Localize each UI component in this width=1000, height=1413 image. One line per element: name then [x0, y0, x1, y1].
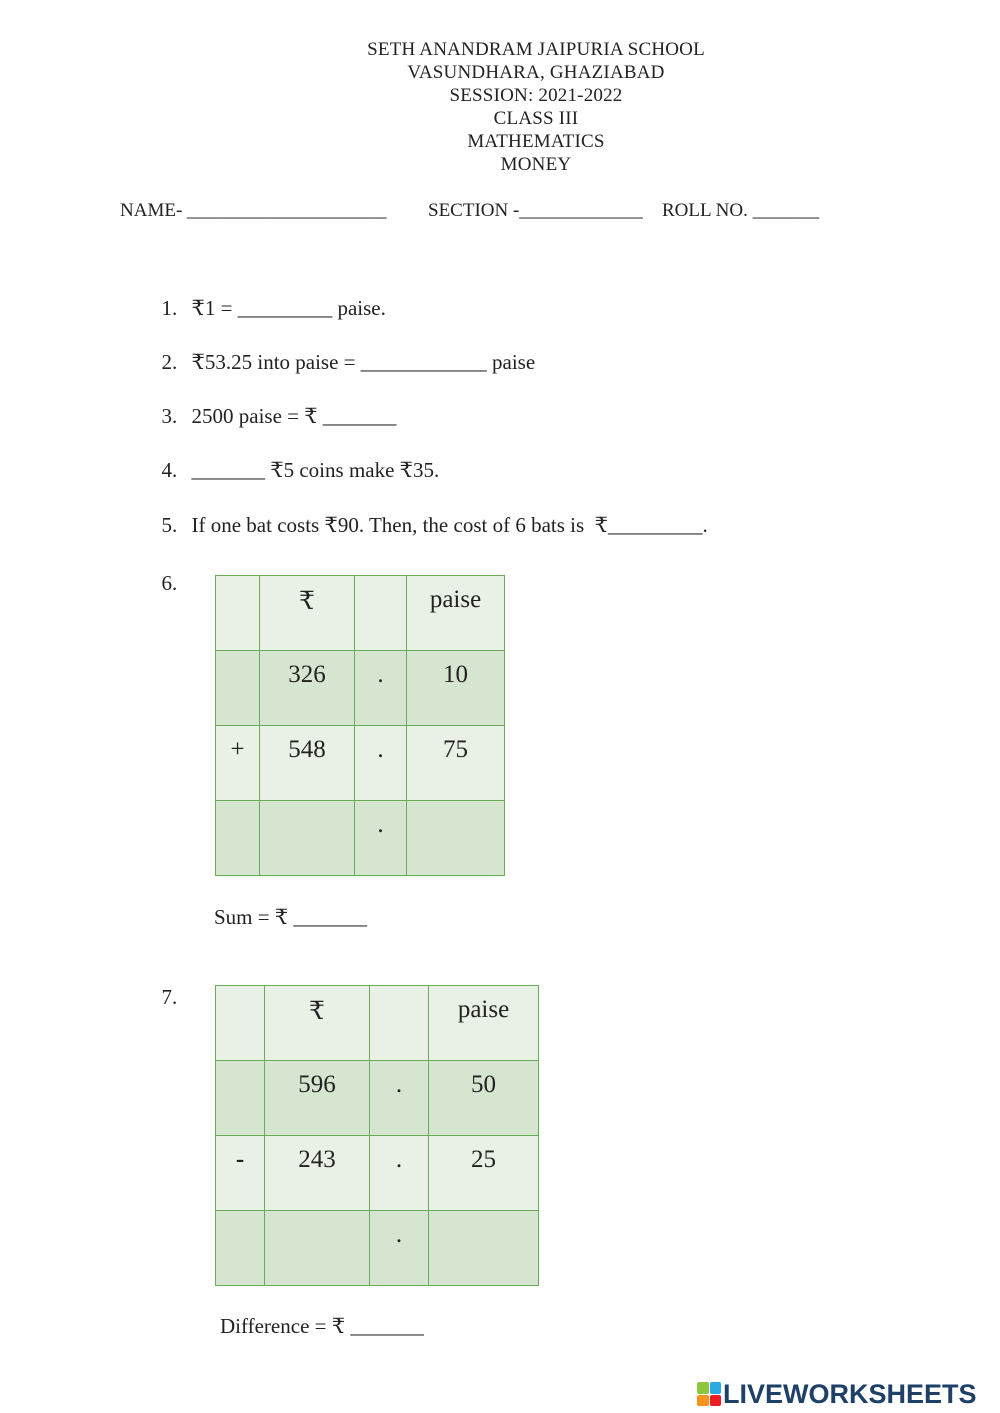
question-number: 6.	[161, 571, 178, 595]
question-number: 7.	[161, 985, 178, 1009]
table-row	[216, 1136, 539, 1211]
table-header-row	[216, 576, 505, 651]
question-5[interactable]	[151, 488, 708, 538]
table-cell: 596	[265, 1061, 370, 1136]
logo-square	[710, 1382, 722, 1394]
question-3[interactable]	[151, 379, 396, 429]
school-location: VASUNDHARA, GHAZIABAD	[407, 62, 665, 83]
question-number: 5.	[161, 513, 178, 537]
question-number: 1.	[161, 296, 178, 320]
sum-answer[interactable]: Sum = ₹ _______	[214, 905, 367, 929]
answer-paise-cell[interactable]	[407, 801, 505, 876]
question-text: 2500 paise = ₹ _______	[191, 404, 397, 428]
liveworksheets-icon	[697, 1382, 721, 1406]
paise-header: paise	[429, 986, 539, 1061]
table-cell	[355, 576, 407, 651]
session: SESSION: 2021-2022	[449, 85, 623, 106]
table-header-row	[216, 986, 539, 1061]
question-number: 3.	[161, 404, 178, 428]
difference-answer[interactable]: Difference = ₹ _______	[220, 1314, 424, 1338]
table-cell	[216, 986, 265, 1061]
table-cell	[216, 801, 260, 876]
decimal-point: .	[355, 726, 407, 801]
topic: MONEY	[500, 154, 572, 175]
decimal-point: .	[370, 1211, 429, 1286]
decimal-point: .	[355, 651, 407, 726]
table-cell: 326	[260, 651, 355, 726]
roll-number-field[interactable]: ROLL NO. _______	[662, 200, 820, 221]
question-text: ₹1 = _________ paise.	[191, 296, 386, 320]
answer-rupee-cell[interactable]	[265, 1211, 370, 1286]
paise-header: paise	[407, 576, 505, 651]
table-cell: 10	[407, 651, 505, 726]
table-cell: 548	[260, 726, 355, 801]
table-cell: 25	[429, 1136, 539, 1211]
section-field[interactable]: SECTION -_____________	[428, 200, 643, 221]
table-cell: 50	[429, 1061, 539, 1136]
rupee-header: ₹	[260, 576, 355, 651]
logo-square	[697, 1395, 709, 1407]
name-field[interactable]: NAME- _____________________	[120, 200, 387, 221]
table-row	[216, 1061, 539, 1136]
table-row	[216, 726, 505, 801]
class-label: CLASS III	[493, 108, 579, 129]
question-text: _______ ₹5 coins make ₹35.	[191, 458, 440, 482]
table-cell	[216, 651, 260, 726]
decimal-point: .	[370, 1136, 429, 1211]
table-cell	[216, 1061, 265, 1136]
plus-operator: +	[216, 726, 260, 801]
question-1[interactable]	[151, 271, 386, 321]
question-6	[151, 546, 192, 596]
table-row	[216, 651, 505, 726]
minus-operator: -	[216, 1136, 265, 1211]
decimal-point: .	[370, 1061, 429, 1136]
logo-square	[697, 1382, 709, 1394]
logo-text: LIVEWORKSHEETS	[723, 1378, 977, 1409]
table-cell	[370, 986, 429, 1061]
question-text: ₹53.25 into paise = ____________ paise	[191, 350, 536, 374]
question-4[interactable]	[151, 433, 439, 483]
rupee-header: ₹	[265, 986, 370, 1061]
subtraction-table	[215, 985, 539, 1286]
logo-square	[710, 1395, 722, 1407]
question-number: 2.	[161, 350, 178, 374]
answer-row	[216, 801, 505, 876]
question-number: 4.	[161, 458, 178, 482]
liveworksheets-logo	[697, 1376, 977, 1412]
decimal-point: .	[355, 801, 407, 876]
school-name: SETH ANANDRAM JAIPURIA SCHOOL	[367, 39, 705, 60]
question-7	[151, 960, 192, 1010]
table-cell	[216, 576, 260, 651]
question-2[interactable]	[151, 325, 535, 375]
subject: MATHEMATICS	[467, 131, 605, 152]
answer-rupee-cell[interactable]	[260, 801, 355, 876]
question-text: If one bat costs ₹90. Then, the cost of 6 bats is ₹_________.	[191, 513, 708, 537]
addition-table	[215, 575, 505, 876]
answer-paise-cell[interactable]	[429, 1211, 539, 1286]
table-cell: 243	[265, 1136, 370, 1211]
answer-row	[216, 1211, 539, 1286]
table-cell	[216, 1211, 265, 1286]
table-cell: 75	[407, 726, 505, 801]
